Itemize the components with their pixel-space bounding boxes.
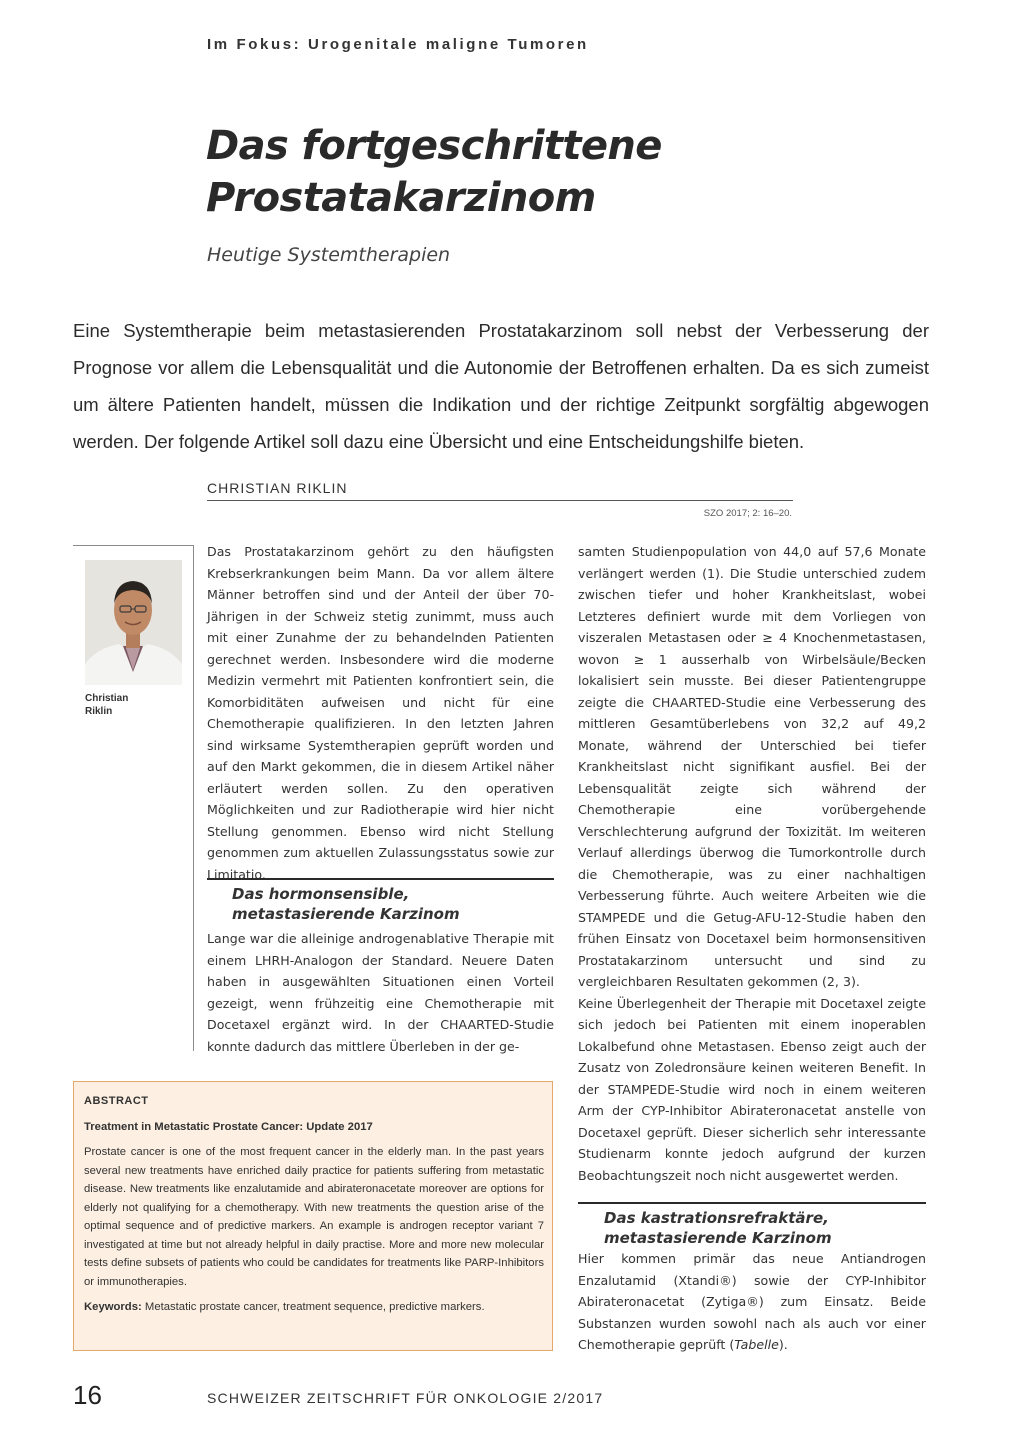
section-heading-line1: Das hormonsensible, [232, 885, 410, 903]
photo-caption-first: Christian [85, 693, 129, 704]
body-column-1-intro [207, 541, 554, 885]
body-column-1-section [207, 928, 554, 1057]
citation: SZO 2017; 2: 16–20. [703, 508, 792, 519]
section-divider [207, 878, 554, 880]
journal-name: SCHWEIZER ZEITSCHRIFT FÜR ONKOLOGIE 2/2017 [207, 1390, 604, 1406]
section-heading-line1: Das kastrationsrefraktäre, [604, 1209, 829, 1227]
author-portrait-illustration [85, 560, 182, 685]
page-number: 16 [73, 1380, 102, 1410]
article-title-line2: Prostatakarzinom [206, 175, 596, 221]
section-heading [232, 884, 554, 924]
abstract-title: Treatment in Metastatic Prostate Cancer: Update 2017 [84, 1120, 373, 1133]
photo-caption-last: Riklin [85, 706, 113, 717]
paragraph: samten Studienpopulation von 44,0 auf 57,6 Monate verlängert werden (1). Die Studie unterschied zudem zwischen tiefer und hoher Krankheitslast, wobei Letzteres definiert wurde mit dem Vorliegen von viszeralen Metastasen oder ≥ 4 Knochenmetastasen, wovon ≥ 1 ausserhalb von Wirbelsäule/Becken lokalisiert sein musste. Bei dieser Patientengruppe zeigte die CHAARTED-Studie eine Verbesserung des mittleren Gesamtüberlebens von 32,2 auf 49,2 Monate, während der Unterschied bei tiefer Krankheitslast nicht signifikant ausfiel. Bei der Lebensqualität zeigte sich während der Chemotherapie eine vorübergehende Verschlechterung aufgrund der Toxizität. Im weiteren Verlauf allerdings überwog die Tumorkontrolle durch die Chemotherapie, was zu einer nachhaltigen Verbesserung führte. Auch weitere Arbeiten wie die STAMPEDE und die Getug-AFU-12-Studie haben den frühen Einsatz von Docetaxel beim hormonsensitiven Prostatakarzinom untersucht und sind zu vergleichbaren Resultaten gekommen (2, 3). [578, 544, 926, 989]
keywords-text: Metastatic prostate cancer, treatment sequence, predictive markers. [144, 1301, 485, 1313]
section-heading [604, 1208, 926, 1248]
article-title-line1: Das fortgeschrittene [206, 123, 662, 169]
section-heading-line2: metastasierende Karzinom [604, 1229, 832, 1247]
abstract-text: Prostate cancer is one of the most frequent cancer in the elderly man. In the past years several new treatments have enriched daily practice for patients suffering from metastatic disease. New treatments like enzalutamide and abirateronacetate moreover are options for elderly not qualifying for a chemotherapy. With new treatments the question arise of the optimal sequence and of predictive markers. An example is androgen receptor variant 7 investigated at time but not already helpful in daily practise. More and more new molecular tests define subsets of patients who could be candidates for treatments like PARP-Inhibitors or immunotherapies. [84, 1146, 544, 1288]
photo-caption [85, 692, 185, 718]
paragraph: Lange war die alleinige androgenablative Therapie mit einem LHRH-Analogon der Standard. Neuere Daten haben in ausgewählten Situationen einen Vorteil gezeigt, wenn frühzeitig eine Chemotherapie mit Docetaxel ergänzt wird. In der CHAARTED-Studie konnte dadurch das mittlere Überleben in der ge- [207, 931, 554, 1054]
body-column-2-section [578, 1248, 926, 1356]
author-name: CHRISTIAN RIKLIN [207, 480, 348, 496]
author-photo [85, 560, 182, 685]
table-reference[interactable]: Tabelle [734, 1337, 779, 1352]
paragraph-text-end: ). [778, 1337, 788, 1352]
paragraph-text: Hier kommen primär das neue Antiandrogen Enzalutamid (Xtandi®) sowie der CYP-Inhibitor Abirateronacetat (Zytiga®) zum Einsatz. Beide Substanzen wurden sowohl nach als auch vor einer Chemotherapie geprüft ( [578, 1251, 926, 1352]
abstract-content [84, 1092, 544, 1317]
abstract-box [73, 1081, 553, 1351]
paragraph: Keine Überlegenheit der Therapie mit Docetaxel zeigte sich jedoch bei Patienten mit einem inoperablen Lokalbefund ohne Metastasen. Ebenso zeigt auch der Zusatz von Zoledronsäure keinen weiteren Benefit. In der STAMPEDE-Studie wird noch in einem weiteren Arm der CYP-Inhibitor Abirateronacetat anstelle von Docetaxel geprüft. Dieser sicherlich sehr interessante Studienarm konnte jedoch aufgrund der kurzen Beobachtungszeit noch nicht ausgewertet werden. [578, 995, 926, 1183]
section-kicker: Im Fokus: Urogenitale maligne Tumoren [207, 36, 589, 53]
section-heading-line2: metastasierende Karzinom [232, 905, 460, 923]
section-divider [578, 1202, 926, 1204]
abstract-keywords [84, 1298, 544, 1317]
body-column-2 [578, 541, 926, 1186]
paragraph: Das Prostatakarzinom gehört zu den häufigsten Krebserkrankungen beim Mann. Da vor allem ältere Männer betroffen sind und der Anteil der über 70-Jährigen in der Schweiz stetig zunimmt, muss auch mit einer Zunahme der zu behandelnden Patienten gerechnet werden. Insbesondere wird die moderne Medizin vermehrt mit Patienten konfrontiert sein, die Komorbiditäten aufweisen und nicht für eine Chemotherapie qualifizieren. In den letzten Jahren sind wirksame Systemtherapien geprüft worden und auf den Markt gekommen, die in diesem Artikel näher erläutert werden sollen. Zu den operativen Möglichkeiten und zur Radiotherapie wird hier nicht Stellung genommen. Ebenso wird nicht Stellung genommen zum aktuellen Zulassungsstatus sowie zur Limitatio. [207, 544, 554, 882]
author-divider [207, 500, 793, 501]
article-title [206, 120, 926, 224]
article-subtitle: Heutige Systemtherapien [207, 244, 451, 266]
keywords-label: Keywords: [84, 1301, 142, 1313]
paragraph [578, 1248, 926, 1356]
abstract-label: ABSTRACT [84, 1095, 149, 1107]
article-lead: Eine Systemtherapie beim metastasierenden Prostatakarzinom soll nebst der Verbesserung der Prognose vor allem die Lebensqualität und die Autonomie der Betroffenen erhalten. Da es sich zumeist um ältere Patienten handelt, müssen die Indikation und der richtige Zeitpunkt sorgfältig abgewogen werden. Der folgende Artikel soll dazu eine Übersicht und eine Entscheidungshilfe bieten. [73, 320, 929, 452]
